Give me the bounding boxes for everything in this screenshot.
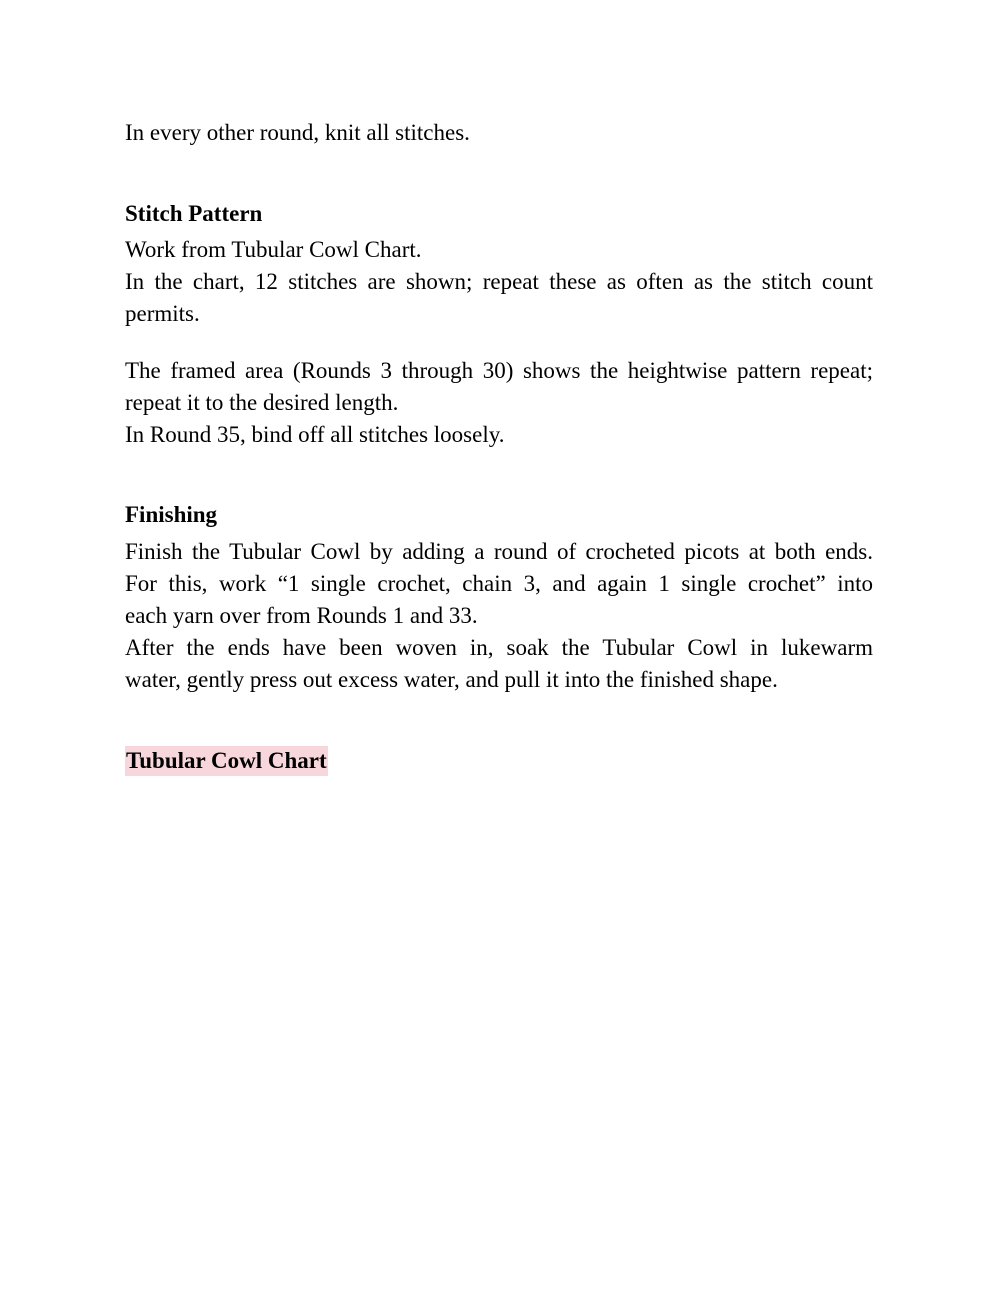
finishing-line-2: For this, work “1 single crochet, chain 3, and again 1 single crochet” into [125, 571, 873, 596]
finishing-line-1: Finish the Tubular Cowl by adding a round of crocheted picots at both ends. [125, 539, 873, 564]
finishing-line-3: each yarn over from Rounds 1 and 33. [125, 603, 478, 628]
stitch-pattern-line-5: repeat it to the desired length. [125, 390, 399, 415]
intro-text: In every other round, knit all stitches. [125, 120, 470, 145]
stitch-pattern-line-3: permits. [125, 301, 200, 326]
finishing-heading: Finishing [125, 502, 218, 527]
stitch-pattern-line-1: Work from Tubular Cowl Chart. [125, 237, 422, 262]
finishing-line-5: water, gently press out excess water, and pull it into the finished shape. [125, 667, 778, 692]
finishing-line-4: After the ends have been woven in, soak the Tubular Cowl in lukewarm [125, 635, 873, 660]
stitch-pattern-line-2: In the chart, 12 stitches are shown; repeat these as often as the stitch count [125, 269, 873, 294]
stitch-pattern-line-4: The framed area (Rounds 3 through 30) shows the heightwise pattern repeat; [125, 358, 873, 383]
chart-section-heading-wrapper [125, 745, 873, 777]
chart-section-heading: Tubular Cowl Chart [125, 746, 328, 776]
stitch-pattern-line-6: In Round 35, bind off all stitches loosely. [125, 422, 505, 447]
stitch-pattern-heading: Stitch Pattern [125, 201, 263, 226]
